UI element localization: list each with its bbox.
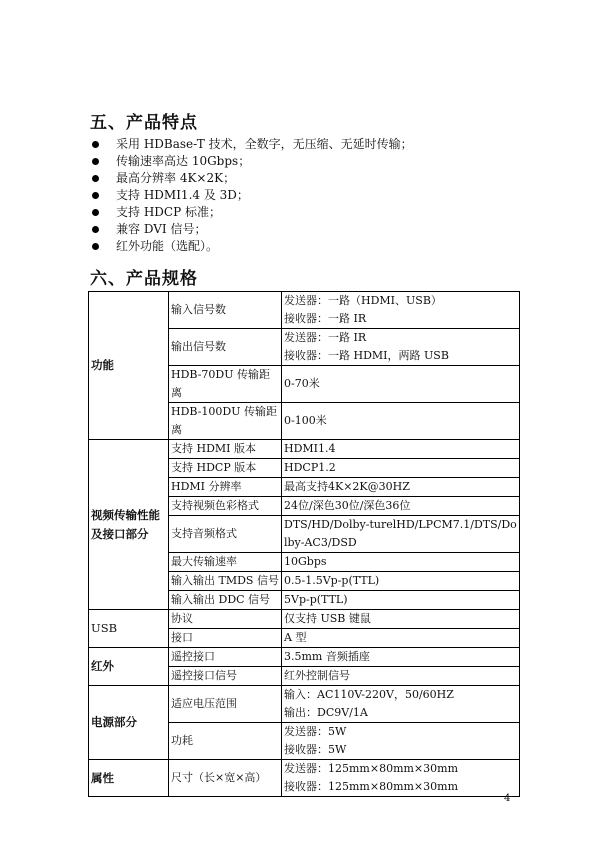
category-cell: USB <box>89 610 169 648</box>
bullet-icon <box>92 175 99 182</box>
bullet-icon <box>92 141 99 148</box>
category-cell: 红外 <box>89 648 169 686</box>
spec-value: 发送器：5W 接收器：5W <box>282 723 520 760</box>
spec-value: 发送器：一路 IR 接收器：一路 HDMI，两路 USB <box>282 329 520 366</box>
spec-value: HDCP1.2 <box>282 459 520 478</box>
spec-label: 接口 <box>169 629 282 648</box>
spec-label: HDMI 分辨率 <box>169 478 282 497</box>
spec-label: HDB-100DU 传输距离 <box>169 403 282 440</box>
spec-table <box>88 291 520 797</box>
spec-label: 功耗 <box>169 723 282 760</box>
spec-label: 最大传输速率 <box>169 553 282 572</box>
spec-value: HDMI1.4 <box>282 440 520 459</box>
spec-label: 支持视频色彩格式 <box>169 497 282 516</box>
spec-label: 支持音频格式 <box>169 516 282 553</box>
category-cell: 视频传输性能及接口部分 <box>89 440 169 610</box>
table-row <box>89 760 520 797</box>
bullet-icon <box>92 158 99 165</box>
spec-label: 遥控接口 <box>169 648 282 667</box>
table-row <box>89 648 520 667</box>
spec-value: 3.5mm 音频插座 <box>282 648 520 667</box>
feature-item: 采用 HDBase-T 技术，全数字，无压缩、无延时传输； <box>92 136 413 153</box>
table-row <box>89 292 520 329</box>
spec-value: 10Gbps <box>282 553 520 572</box>
section-heading-specs: 六、产品规格 <box>90 269 198 289</box>
bullet-icon <box>92 243 99 250</box>
spec-label: 支持 HDCP 版本 <box>169 459 282 478</box>
spec-value: 0-100米 <box>282 403 520 440</box>
category-cell: 电源部分 <box>89 686 169 760</box>
spec-label: 适应电压范围 <box>169 686 282 723</box>
bullet-icon <box>92 192 99 199</box>
feature-item: 支持 HDCP 标准； <box>92 204 413 221</box>
spec-value: 发送器：125mm×80mm×30mm 接收器：125mm×80mm×30mm <box>282 760 520 797</box>
spec-value: 仅支持 USB 键鼠 <box>282 610 520 629</box>
spec-value: A 型 <box>282 629 520 648</box>
spec-label: 支持 HDMI 版本 <box>169 440 282 459</box>
table-row <box>89 440 520 459</box>
spec-value: 发送器：一路（HDMI、USB） 接收器：一路 IR <box>282 292 520 329</box>
spec-label: 输入输出 DDC 信号 <box>169 591 282 610</box>
spec-label: 输出信号数 <box>169 329 282 366</box>
page-number: 4 <box>504 793 511 804</box>
spec-label: 协议 <box>169 610 282 629</box>
spec-value: 0.5-1.5Vp-p(TTL) <box>282 572 520 591</box>
table-row <box>89 686 520 723</box>
bullet-icon <box>92 209 99 216</box>
feature-item: 传输速率高达 10Gbps； <box>92 153 413 170</box>
feature-item: 兼容 DVI 信号； <box>92 221 413 238</box>
spec-value: 最高支持4K×2K@30HZ <box>282 478 520 497</box>
category-cell: 功能 <box>89 292 169 440</box>
spec-label: 尺寸（长×宽×高） <box>169 760 282 797</box>
spec-label: 输入信号数 <box>169 292 282 329</box>
spec-value: 5Vp-p(TTL) <box>282 591 520 610</box>
table-row <box>89 610 520 629</box>
spec-value: 24位/深色30位/深色36位 <box>282 497 520 516</box>
feature-item: 支持 HDMI1.4 及 3D； <box>92 187 413 204</box>
feature-item: 最高分辨率 4K×2K； <box>92 170 413 187</box>
feature-item: 红外功能（选配）。 <box>92 238 413 255</box>
spec-label: 输入输出 TMDS 信号 <box>169 572 282 591</box>
section-heading-features: 五、产品特点 <box>90 113 198 133</box>
spec-value: 红外控制信号 <box>282 667 520 686</box>
feature-list <box>92 136 413 255</box>
spec-value: 0-70米 <box>282 366 520 403</box>
spec-value: 输入：AC110V-220V，50/60HZ 输出：DC9V/1A <box>282 686 520 723</box>
spec-label: 遥控接口信号 <box>169 667 282 686</box>
bullet-icon <box>92 226 99 233</box>
spec-value: DTS/HD/Dolby-turelHD/LPCM7.1/DTS/Dolby-AC3/DSD <box>282 516 520 553</box>
category-cell: 属性 <box>89 760 169 797</box>
spec-label: HDB-70DU 传输距离 <box>169 366 282 403</box>
